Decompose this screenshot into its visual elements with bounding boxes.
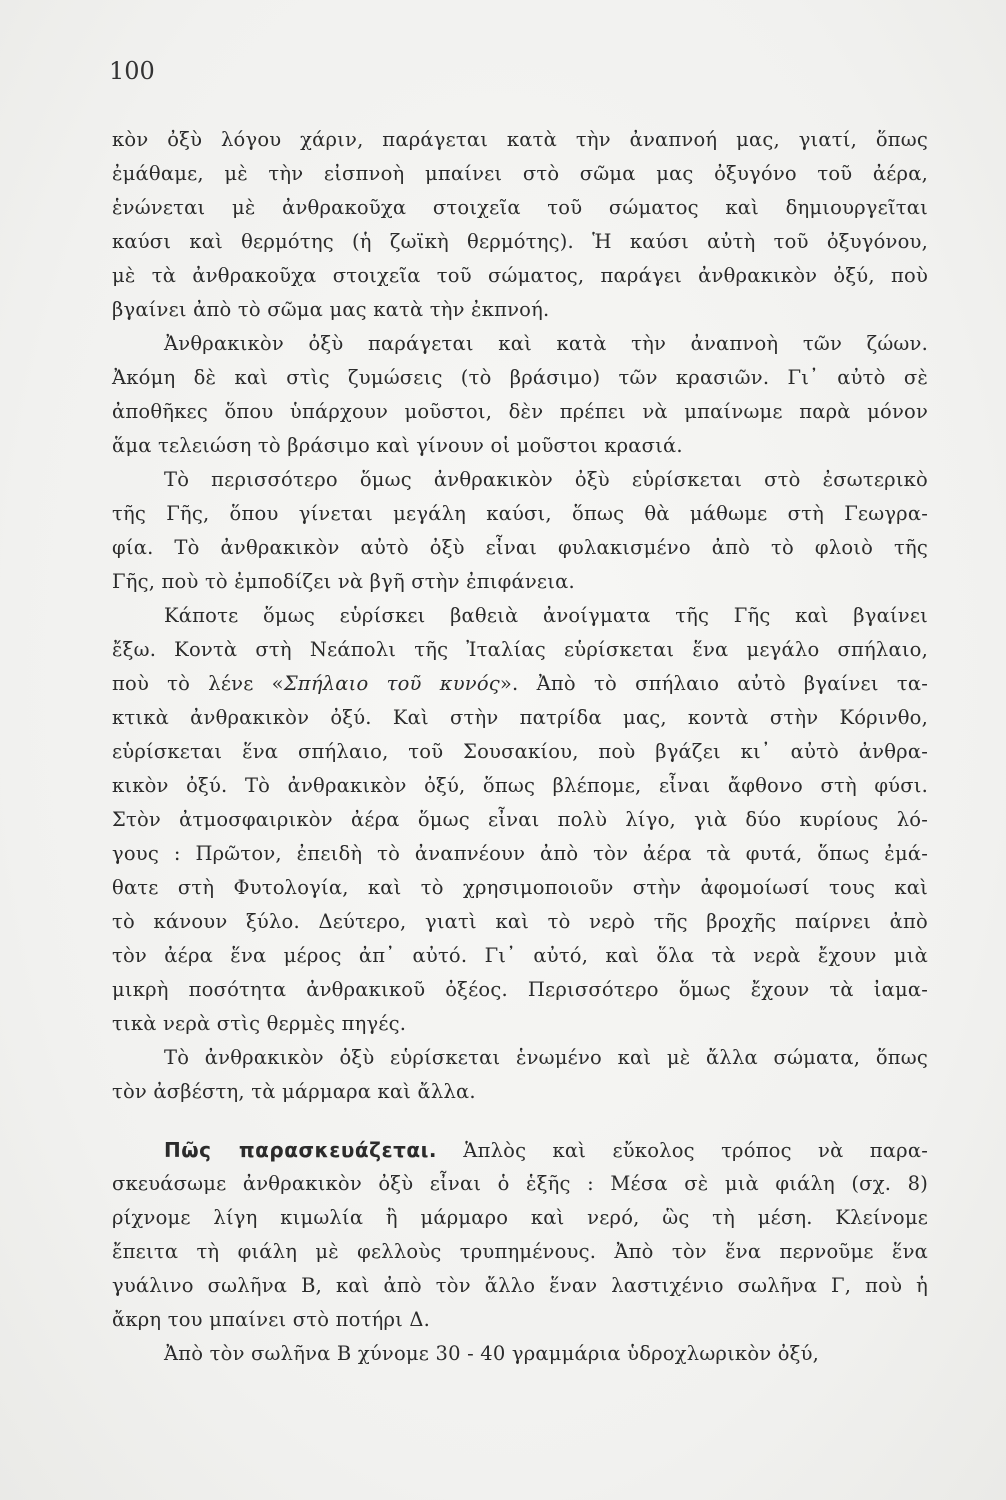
text-line: Τὸ περισσότερο ὅμως ἀνθρακικὸν ὀξὺ εὑρίσκεται στὸ ἐσωτερικὸ <box>164 468 928 491</box>
text-line: κικὸν ὀξύ. Τὸ ἀνθρακικὸν ὀξύ, ὅπως βλέπομε, εἶναι ἄφθονο στὴ φύσι. <box>112 774 928 797</box>
text-line <box>112 667 928 701</box>
text-line: ρίχνομε λίγη κιμωλία ἢ μάρμαρο καὶ νερό, ὣς τὴ μέση. Κλείνομε <box>112 1206 928 1229</box>
text-line: κὸν ὀξὺ λόγου χάριν, παράγεται κατὰ τὴν ἀναπνοή μας, γιατί, ὅπως <box>112 128 928 151</box>
text-line: ἀποθῆκες ὅπου ὑπάρχουν μοῦστοι, δὲν πρέπει νὰ μπαίνωμε παρὰ μόνον <box>112 400 928 423</box>
text-line: κτικὰ ἀνθρακικὸν ὀξύ. Καὶ στὴν πατρίδα μας, κοντὰ στὴν Κόρινθο, <box>112 706 928 729</box>
text-fragment: Ἁπλὸς καὶ εὔκολος τρόπος νὰ παρα- <box>436 1139 928 1162</box>
text-line: ἔπειτα τὴ φιάλη μὲ φελλοὺς τρυπημένους. Ἀπὸ τὸν ἕνα περνοῦμε ἕνα <box>112 1240 928 1263</box>
text-line: τὸν ἀσβέστη, τὰ μάρμαρα καὶ ἄλλα. <box>112 1080 476 1103</box>
paragraph-3 <box>112 463 928 599</box>
text-line: εὑρίσκεται ἕνα σπήλαιο, τοῦ Σουσακίου, ποὺ βγάζει κι᾽ αὐτὸ ἀνθρα- <box>112 740 928 763</box>
paragraph-2 <box>112 327 928 463</box>
text-line: τὸν ἀέρα ἕνα μέρος ἀπ᾽ αὐτό. Γι᾽ αὐτό, καὶ ὅλα τὰ νερὰ ἔχουν μιὰ <box>112 944 928 967</box>
text-line: Ἀνθρακικὸν ὀξὺ παράγεται καὶ κατὰ τὴν ἀναπνοὴ τῶν ζώων. <box>164 332 928 355</box>
page-number: 100 <box>109 57 155 85</box>
text-line: καύσι καὶ θερμότης (ἡ ζωϊκὴ θερμότης). Ἡ καύσι αὐτὴ τοῦ ὀξυγόνου, <box>112 230 928 253</box>
text-line: τῆς Γῆς, ὅπου γίνεται μεγάλη καύσι, ὅπως θὰ μάθωμε στὴ Γεωγρα- <box>112 502 928 525</box>
text-line <box>112 1133 928 1167</box>
text-line: γυάλινο σωλῆνα Β, καὶ ἀπὸ τὸν ἄλλο ἕναν λαστιχένιο σωλῆνα Γ, ποὺ ἡ <box>112 1274 928 1297</box>
paragraph-4 <box>112 599 928 1041</box>
text-line: ἑνώνεται μὲ ἀνθρακοῦχα στοιχεῖα τοῦ σώματος καὶ δημιουργεῖται <box>112 196 928 219</box>
paragraph-6 <box>112 1337 928 1371</box>
cave-name: Σπήλαιο τοῦ κυνός <box>283 672 500 695</box>
text-line: μὲ τὰ ἀνθρακοῦχα στοιχεῖα τοῦ σώματος, παράγει ἀνθρακικὸν ὀξύ, ποὺ <box>112 264 928 287</box>
text-line: Ἀπὸ τὸν σωλῆνα Β χύνομε 30 - 40 γραμμάρια ὑδροχλωρικὸν ὀξύ, <box>164 1342 820 1365</box>
text-line: Ἀκόμη δὲ καὶ στὶς ζυμώσεις (τὸ βράσιμο) τῶν κρασιῶν. Γι᾽ αὐτὸ σὲ <box>112 366 928 389</box>
text-line: ἐμάθαμε, μὲ τὴν εἰσπνοὴ μπαίνει στὸ σῶμα μας ὀξυγόνο τοῦ ἀέρα, <box>112 162 928 185</box>
text-line: Γῆς, ποὺ τὸ ἐμποδίζει νὰ βγῆ στὴν ἐπιφάνεια. <box>112 570 575 593</box>
text-line: φία. Τὸ ἀνθρακικὸν αὐτὸ ὀξὺ εἶναι φυλακισμένο ἀπὸ τὸ φλοιὸ τῆς <box>112 536 928 559</box>
text-line: μικρὴ ποσότητα ἀνθρακικοῦ ὀξέος. Περισσότερο ὅμως ἔχουν τὰ ἰαμα- <box>112 978 928 1001</box>
section-preparation <box>112 1133 928 1337</box>
text-line: γους : Πρῶτον, ἐπειδὴ τὸ ἀναπνέουν ἀπὸ τὸν ἀέρα τὰ φυτά, ὅπως ἐμά- <box>112 842 928 865</box>
text-line: Στὸν ἀτμοσφαιρικὸν ἀέρα ὅμως εἶναι πολὺ λίγο, γιὰ δύο κυρίους λό- <box>112 808 928 831</box>
text-line: ἅμα τελειώση τὸ βράσιμο καὶ γίνουν οἱ μοῦστοι κρασιά. <box>112 434 683 457</box>
paragraph-1 <box>112 123 928 327</box>
paragraph-5 <box>112 1041 928 1109</box>
text-line: ἄκρη του μπαίνει στὸ ποτήρι Δ. <box>112 1308 431 1331</box>
text-line: βγαίνει ἀπὸ τὸ σῶμα μας κατὰ τὴν ἐκπνοή. <box>112 298 550 321</box>
section-heading: Πῶς παρασκευάζεται. <box>164 1138 437 1162</box>
text-line: Κάποτε ὅμως εὑρίσκει βαθειὰ ἀνοίγματα τῆς Γῆς καὶ βγαίνει <box>164 604 928 627</box>
text-line: Τὸ ἀνθρακικὸν ὀξὺ εὑρίσκεται ἑνωμένο καὶ μὲ ἄλλα σώματα, ὅπως <box>164 1046 928 1069</box>
text-line: θατε στὴ Φυτολογία, καὶ τὸ χρησιμοποιοῦν στὴν ἀφομοίωσί τους καὶ <box>112 876 928 899</box>
text-line: τικὰ νερὰ στὶς θερμὲς πηγές. <box>112 1012 407 1035</box>
text-fragment: ποὺ τὸ λένε « <box>112 672 284 695</box>
text-line: τὸ κάνουν ξύλο. Δεύτερο, γιατὶ καὶ τὸ νερὸ τῆς βροχῆς παίρνει ἀπὸ <box>112 910 928 933</box>
text-line: σκευάσωμε ἀνθρακικὸν ὀξὺ εἶναι ὁ ἑξῆς : Μέσα σὲ μιὰ φιάλη (σχ. 8) <box>112 1172 928 1195</box>
text-fragment: ». Ἀπὸ τὸ σπήλαιο αὐτὸ βγαίνει τα- <box>499 672 928 695</box>
text-line: ἔξω. Κοντὰ στὴ Νεάπολι τῆς Ἰταλίας εὑρίσκεται ἕνα μεγάλο σπήλαιο, <box>112 638 928 661</box>
